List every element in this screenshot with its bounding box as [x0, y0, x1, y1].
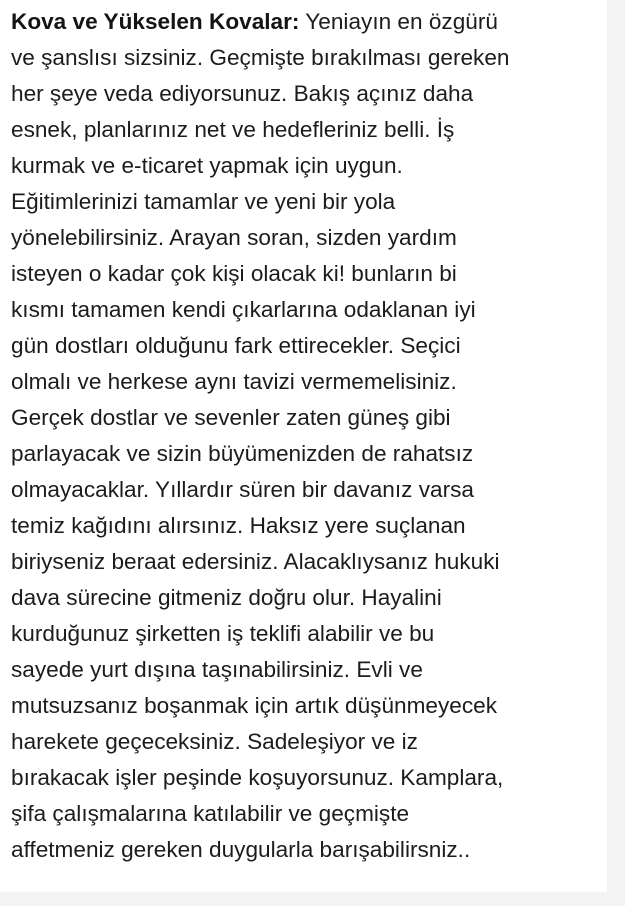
text-line-9: kısmı tamamen kendi çıkarlarına odaklanan iyi [11, 297, 476, 322]
text-line-12: Gerçek dostlar ve sevenler zaten güneş gibi [11, 405, 451, 430]
text-line-21: harekete geçeceksiniz. Sadeleşiyor ve iz [11, 729, 418, 754]
text-line-10: gün dostları olduğunu fark ettirecekler. Seçici [11, 333, 461, 358]
text-line-14: olmayacaklar. Yıllardır süren bir davanız varsa [11, 477, 474, 502]
text-line-19: sayede yurt dışına taşınabilirsiniz. Evli ve [11, 657, 423, 682]
text-line-1-rest: Yeniayın en özgürü [299, 9, 498, 34]
text-line-11: olmalı ve herkese aynı tavizi vermemelisiniz. [11, 369, 457, 394]
text-line-20: mutsuzsanız boşanmak için artık düşünmeyecek [11, 693, 497, 718]
text-line-6: Eğitimlerinizi tamamlar ve yeni bir yola [11, 189, 396, 214]
text-line-7: yönelebilirsiniz. Arayan soran, sizden yardım [11, 225, 457, 250]
text-line-1 [11, 4, 605, 40]
text-line-16: biriyseniz beraat edersiniz. Alacaklıysanız hukuki [11, 549, 500, 574]
text-line-23: şifa çalışmalarına katılabilir ve geçmişte [11, 801, 410, 826]
text-line-15: temiz kağıdını alırsınız. Haksız yere suçlanan [11, 513, 466, 538]
text-line-17: dava sürecine gitmeniz doğru olur. Hayalini [11, 585, 442, 610]
text-line-13: parlayacak ve sizin büyümenizden de rahatsız [11, 441, 474, 466]
text-line-3: her şeye veda ediyorsunuz. Bakış açınız daha [11, 81, 474, 106]
bottom-edge-strip [0, 892, 625, 906]
text-line-8: isteyen o kadar çok kişi olacak ki! bunların bi [11, 261, 457, 286]
text-line-22: bırakacak işler peşinde koşuyorsunuz. Kamplara, [11, 765, 504, 790]
post-text [11, 4, 605, 868]
text-line-2: ve şanslısı sizsiniz. Geçmişte bırakılması gereken [11, 45, 510, 70]
post-lead-heading: Kova ve Yükselen Kovalar: [11, 9, 300, 34]
text-line-24: affetmeniz gereken duygularla barışabilirsniz.. [11, 837, 471, 862]
text-line-4: esnek, planlarınız net ve hedefleriniz belli. İş [11, 117, 455, 142]
text-line-18: kurduğunuz şirketten iş teklifi alabilir ve bu [11, 621, 435, 646]
text-line-5: kurmak ve e-ticaret yapmak için uygun. [11, 153, 403, 178]
right-edge-strip [607, 0, 625, 906]
